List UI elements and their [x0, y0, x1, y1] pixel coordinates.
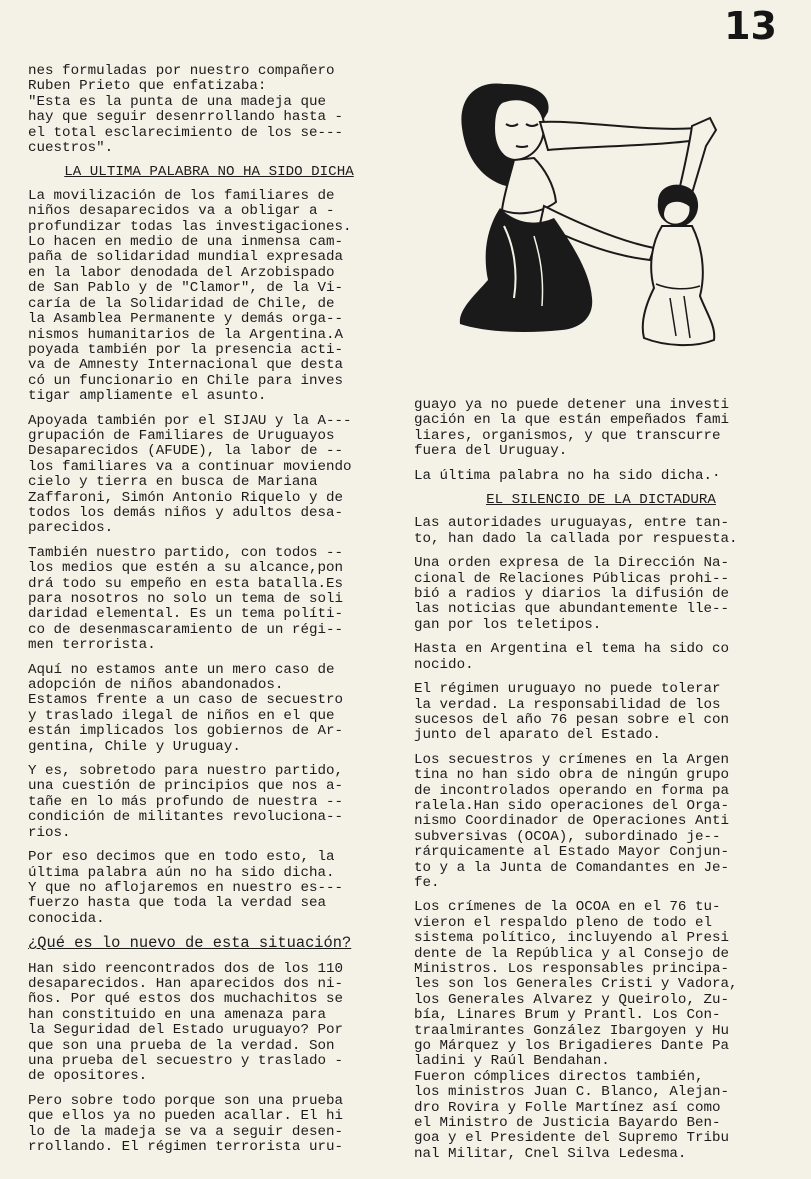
paragraph: Apoyada también por el SIJAU y la A--- grupación de Familiares de Uruguayos Desaparecidos (AFUDE), la labor de -- los familiares va a continuar moviendo cielo y tierra en busca de Mariana Zaffaroni, Simón Antonio Riquelo y de todos los demás niños y adultos desa- parecidos.: [28, 412, 352, 537]
section-heading-ultima-palabra: LA ULTIMA PALABRA NO HA SIDO DICHA: [64, 164, 354, 181]
paragraph: El régimen uruguayo no puede tolerar la verdad. La responsabilidad de los sucesos del año 76 pesan sobre el con junto del aparato del Estado.: [414, 681, 730, 744]
paragraph: guayo ya no puede detener una investi gación en la que están empeñados fami liares, organismos, y que transcurre fuera del Uruguay.: [414, 397, 730, 460]
section-heading-silencio-dictadura: EL SILENCIO DE LA DICTADURA: [486, 492, 716, 509]
paragraph: Las autoridades uruguayas, entre tan- to, han dado la callada por respuesta.: [414, 515, 738, 547]
paragraph: Aquí no estamos ante un mero caso de adopción de niños abandonados. Estamos frente a un caso de secuestro y traslado ilegal de niños en el que están implicados los gobiernos de Ar- gentina, Chile y Uruguay.: [28, 661, 344, 755]
intro-paragraph: nes formuladas por nuestro compañero Ruben Prieto que enfatizaba: "Esta es la punta de una madeja que hay que seguir desenrrollando hasta - el total esclarecimiento de los se--- cuestros".: [28, 63, 344, 157]
paragraph: Una orden expresa de la Dirección Na- cional de Relaciones Públicas prohi-- bió a radios y diarios la difusión de las noticias que abundantemente lle-- gan por los teletipos.: [414, 555, 730, 633]
right-column: [414, 398, 788, 1162]
paragraph: Fueron cómplices directos también, los ministros Juan C. Blanco, Alejan- dro Rovira y Folle Martínez así como el Ministro de Justicia Bayardo Ben- goa y el Presidente del Supremo Tribu nal Militar, Cnel Silva Ledesma.: [414, 1068, 730, 1162]
paragraph: Y es, sobretodo para nuestro partido, una cuestión de principios que nos a- tañe en lo más profundo de nuestra -- condición de militantes revoluciona-- rios.: [28, 763, 344, 841]
paragraph: También nuestro partido, con todos -- los medios que estén a su alcance,pon drá todo su empeño en esta batalla.Es para nosotros no solo un tema de soli daridad elemental. Es un tema políti- co de desenmascaramiento de un régi-- men terrorista.: [28, 544, 344, 654]
paragraph: Pero sobre todo porque son una prueba que ellos ya no pueden acallar. El hi lo de la madeja se va a seguir desen- rrollando. El régimen terrorista uru-: [28, 1092, 344, 1155]
left-column: [28, 64, 390, 1155]
paragraph: Hasta en Argentina el tema ha sido co nocido.: [414, 641, 730, 673]
paragraph: Los crímenes de la OCOA en el 76 tu- vieron el respaldo pleno de todo el sistema político, incluyendo al Presi dente de la República y al Consejo de Ministros. Los responsables principa- les son los Generales Cristi y Vadora, los Generales Alvarez y Queirolo, Zu- bía, Linares Brum y Prantl. Los Con- traalmirantes González Ibargoyen y Hu go Márquez y los Brigadieres Dante Pa ladini y Raúl Bendahan.: [414, 899, 738, 1070]
paragraph: Han sido reencontrados dos de los 110 desaparecidos. Han aparecidos dos ni- ños. Por qué estos dos muchachitos se han constituido en una amenaza para la Seguridad del Estado uruguayo? Por que son una prueba de la verdad. Son una prueba del secuestro y traslado - de opositores.: [28, 960, 344, 1085]
paragraph: Por eso decimos que en todo esto, la última palabra aún no ha sido dicha. Y que no aflojaremos en nuestro es--- fuerzo hasta que toda la verdad sea conocida.: [28, 849, 344, 927]
section-heading-que-es-lo-nuevo: ¿Qué es lo nuevo de esta situación?: [28, 934, 352, 953]
mother-child-illustration: [444, 76, 740, 368]
paragraph: La movilización de los familiares de niños desaparecidos va a obligar a - profundizar todas las investigaciones. Lo hacen en medio de una inmensa cam- paña de solidaridad mundial expresada en la labor denodada del Arzobispado de San Pablo y de "Clamor", de la Vi- caría de la Solidaridad de Chile, de la Asamblea Permanente y demás orga-- nismos humanitarios de la Argentina.A poyada también por la presencia acti- va de Amnesty Internacional que desta có un funcionario en Chile para inves tigar ampliamente el asunto.: [28, 187, 352, 405]
page-number: 13: [724, 4, 777, 48]
paragraph: La última palabra no ha sido dicha.·: [414, 467, 721, 484]
paragraph: Los secuestros y crímenes en la Argen tina no han sido obra de ningún grupo de incontrolados operando en forma pa ralela.Han sido operaciones del Orga- nismo Coordinador de Operaciones Anti subversivas (OCOA), subordinado je-- rárquicamente al Estado Mayor Conjun- to y a la Junta de Comandantes en Je- fe.: [414, 751, 730, 891]
